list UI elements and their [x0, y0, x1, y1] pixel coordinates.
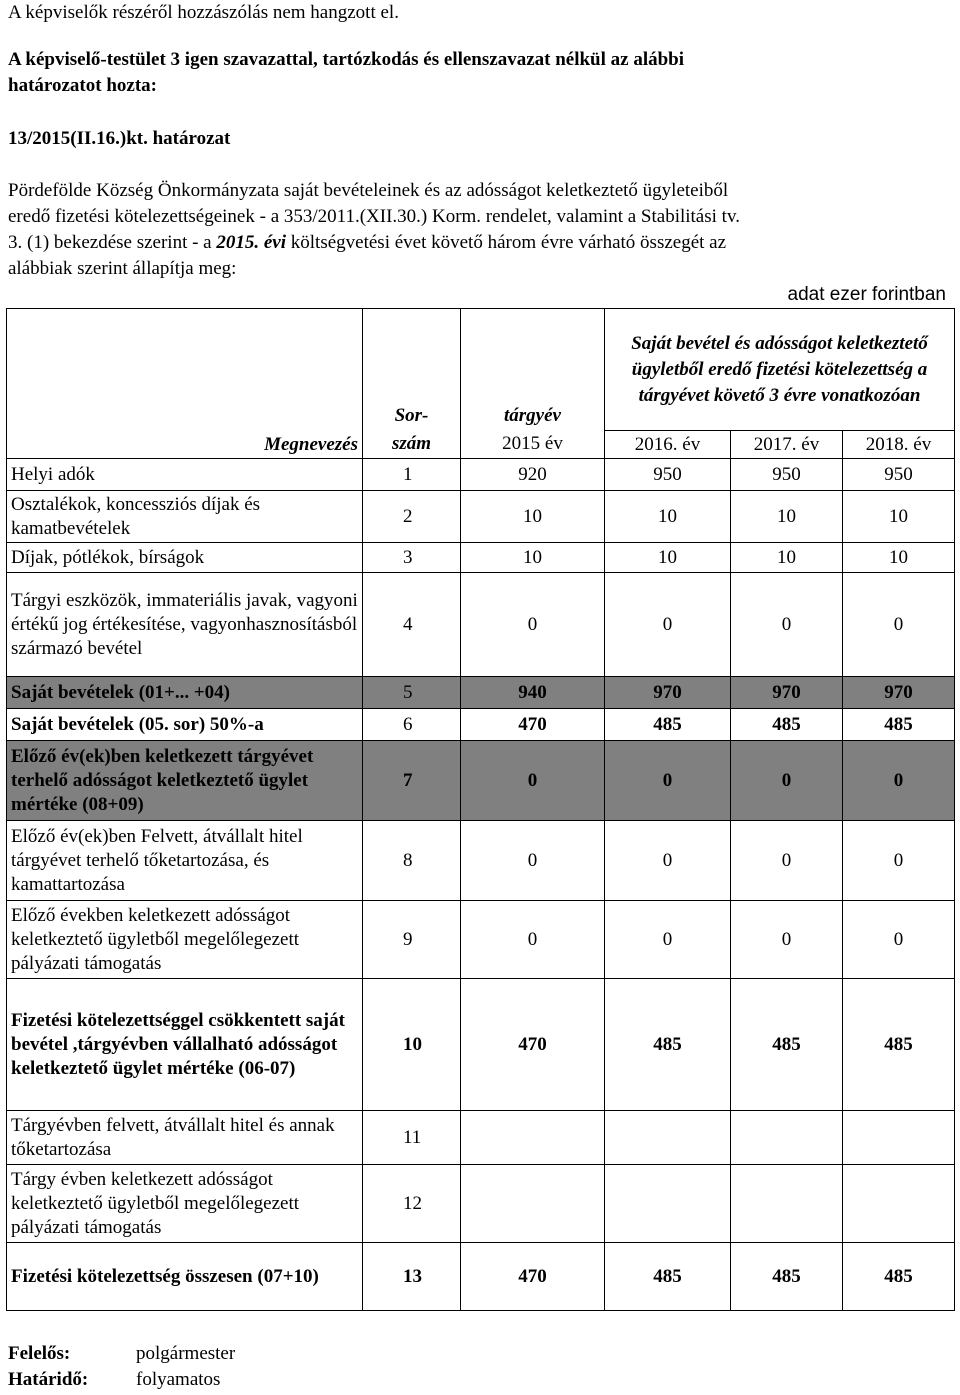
row-value-2018: 0	[843, 573, 955, 677]
row-value-2016: 10	[605, 491, 731, 543]
row-value-2015: 10	[461, 491, 605, 543]
row-value-2017: 485	[731, 1243, 843, 1311]
header-2017: 2017. év	[731, 431, 843, 459]
body-line-3	[8, 230, 726, 256]
row-value-2015	[461, 1165, 605, 1243]
intro-line-2a: A képviselő-testület 3 igen szavazattal, tartózkodás és ellenszavazat nélkül az alábbi	[8, 49, 685, 70]
row-value-2018: 485	[843, 709, 955, 741]
row-value-2017: 0	[731, 741, 843, 821]
row-value-2015: 470	[461, 1243, 605, 1311]
table-row	[7, 709, 955, 741]
row-label: Saját bevételek (05. sor) 50%-a	[7, 709, 363, 741]
deadline-value: folyamatos	[136, 1369, 221, 1390]
row-value-2016: 950	[605, 459, 731, 491]
header-2018: 2018. év	[843, 431, 955, 459]
row-number: 10	[363, 979, 461, 1111]
row-value-2016	[605, 1165, 731, 1243]
row-value-2018: 950	[843, 459, 955, 491]
row-number: 5	[363, 677, 461, 709]
row-value-2018	[843, 1111, 955, 1165]
row-value-2018: 0	[843, 901, 955, 979]
row-value-2017: 10	[731, 491, 843, 543]
body-line-3-a: 3. (1) bekezdése szerint - a	[8, 232, 217, 253]
row-value-2017: 970	[731, 677, 843, 709]
table-row	[7, 1111, 955, 1165]
row-number: 2	[363, 491, 461, 543]
row-number: 11	[363, 1111, 461, 1165]
row-value-2015: 0	[461, 741, 605, 821]
row-label: Előző év(ek)ben keletkezett tárgyévet terhelő adósságot keletkeztető ügylet mértéke (08+09)	[7, 741, 363, 821]
row-number: 7	[363, 741, 461, 821]
resolution-number: 13/2015(II.16.)kt. határozat	[8, 128, 231, 149]
row-value-2015	[461, 1111, 605, 1165]
row-value-2015: 920	[461, 459, 605, 491]
row-number: 6	[363, 709, 461, 741]
intro-line-1: A képviselők részéről hozzászólás nem hangzott el.	[8, 2, 399, 23]
table-row	[7, 459, 955, 491]
body-line-1: Pördefölde Község Önkormányzata saját bevételeinek és az adósságot keletkeztető ügyleteiből	[8, 180, 729, 201]
body-line-2: eredő fizetési kötelezettségeinek - a 353/2011.(XII.30.) Korm. rendelet, valamint a Stabilitási tv.	[8, 206, 740, 227]
row-value-2016: 485	[605, 979, 731, 1111]
table-row	[7, 491, 955, 543]
row-value-2016: 0	[605, 901, 731, 979]
header-szam: szám	[363, 431, 461, 459]
row-label: Díjak, pótlékok, bírságok	[7, 543, 363, 573]
row-value-2017: 950	[731, 459, 843, 491]
row-label: Fizetési kötelezettséggel csökkentett saját bevétel ,tárgyévben vállalható adósságot keletkeztető ügylet mértéke (06-07)	[7, 979, 363, 1111]
row-value-2017: 10	[731, 543, 843, 573]
table-row	[7, 821, 955, 901]
body-line-3-year: 2015. évi	[216, 232, 287, 253]
row-value-2017	[731, 1165, 843, 1243]
row-value-2017: 0	[731, 901, 843, 979]
table-row	[7, 901, 955, 979]
header-2015: 2015 év	[461, 431, 605, 459]
responsible-value: polgármester	[136, 1343, 236, 1364]
row-number: 4	[363, 573, 461, 677]
responsible-key: Felelős:	[8, 1343, 71, 1364]
row-label: Fizetési kötelezettség összesen (07+10)	[7, 1243, 363, 1311]
row-value-2018: 0	[843, 821, 955, 901]
row-value-2018	[843, 1165, 955, 1243]
header-targyev: tárgyév	[461, 309, 605, 431]
responsible-line	[8, 1341, 235, 1367]
row-value-2015: 940	[461, 677, 605, 709]
row-value-2016: 485	[605, 709, 731, 741]
row-label: Tárgyévben felvett, átvállalt hitel és annak tőketartozása	[7, 1111, 363, 1165]
table-row	[7, 741, 955, 821]
row-number: 13	[363, 1243, 461, 1311]
row-value-2015: 0	[461, 821, 605, 901]
row-label: Saját bevételek (01+... +04)	[7, 677, 363, 709]
row-value-2015: 0	[461, 573, 605, 677]
row-value-2017: 485	[731, 979, 843, 1111]
row-label: Előző év(ek)ben Felvett, átvállalt hitel tárgyévet terhelő tőketartozása, és kamattartozása	[7, 821, 363, 901]
row-value-2016: 10	[605, 543, 731, 573]
header-row-1	[7, 309, 955, 431]
row-value-2017: 485	[731, 709, 843, 741]
header-megnevezes: Megnevezés	[7, 309, 363, 459]
intro-line-2b: határozatot hozta:	[8, 75, 157, 96]
body-line-4: alábbiak szerint állapítja meg:	[8, 258, 237, 279]
row-number: 1	[363, 459, 461, 491]
row-value-2015: 0	[461, 901, 605, 979]
unit-label: adat ezer forintban	[787, 284, 946, 305]
row-label: Helyi adók	[7, 459, 363, 491]
table-row	[7, 543, 955, 573]
row-value-2018: 485	[843, 979, 955, 1111]
row-value-2015: 470	[461, 709, 605, 741]
row-value-2017	[731, 1111, 843, 1165]
table-row	[7, 677, 955, 709]
row-value-2015: 470	[461, 979, 605, 1111]
row-number: 8	[363, 821, 461, 901]
row-value-2017: 0	[731, 573, 843, 677]
row-number: 12	[363, 1165, 461, 1243]
row-value-2018: 970	[843, 677, 955, 709]
header-sajat: Saját bevétel és adósságot keletkeztető ügyletből eredő fizetési kötelezettség a tárgyévet követő 3 évre vonatkozóan	[605, 309, 955, 431]
row-label: Osztalékok, koncessziós díjak és kamatbevételek	[7, 491, 363, 543]
row-value-2016: 0	[605, 741, 731, 821]
row-value-2016: 970	[605, 677, 731, 709]
row-value-2015: 10	[461, 543, 605, 573]
table-row	[7, 979, 955, 1111]
row-label: Előző években keletkezett adósságot keletkeztető ügyletből megelőlegezett pályázati támogatás	[7, 901, 363, 979]
header-sor: Sor-	[363, 309, 461, 431]
row-value-2016: 0	[605, 821, 731, 901]
row-number: 9	[363, 901, 461, 979]
body-line-3-c: költségvetési évet követő három évre várható összegét az	[286, 232, 727, 253]
row-value-2018: 10	[843, 543, 955, 573]
row-value-2016: 0	[605, 573, 731, 677]
row-label: Tárgy évben keletkezett adósságot keletkeztető ügyletből megelőlegezett pályázati támogatás	[7, 1165, 363, 1243]
table-row	[7, 573, 955, 677]
row-value-2017: 0	[731, 821, 843, 901]
row-value-2018: 10	[843, 491, 955, 543]
deadline-line	[8, 1367, 220, 1393]
row-value-2018: 485	[843, 1243, 955, 1311]
header-2016: 2016. év	[605, 431, 731, 459]
row-number: 3	[363, 543, 461, 573]
row-label: Tárgyi eszközök, immateriális javak, vagyoni értékű jog értékesítése, vagyonhasznosításból származó bevétel	[7, 573, 363, 677]
row-value-2016	[605, 1111, 731, 1165]
table-row	[7, 1165, 955, 1243]
table-row	[7, 1243, 955, 1311]
budget-table	[6, 308, 955, 1311]
row-value-2016: 485	[605, 1243, 731, 1311]
row-value-2018: 0	[843, 741, 955, 821]
deadline-key: Határidő:	[8, 1369, 89, 1390]
